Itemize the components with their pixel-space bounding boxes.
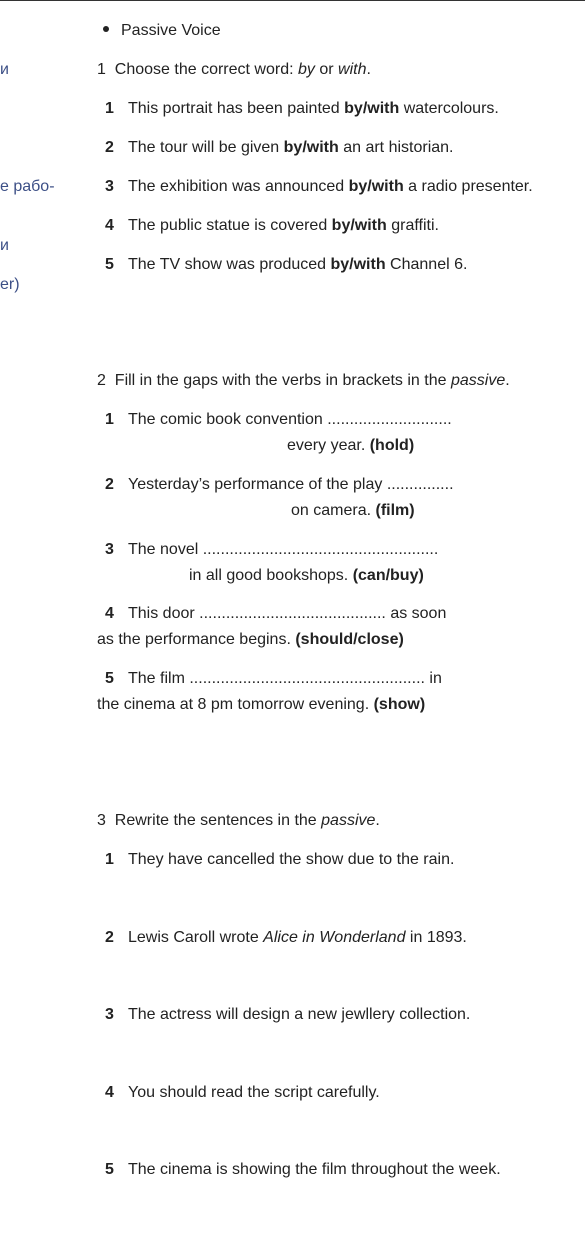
answer-gap[interactable]: .....................................................	[189, 670, 425, 687]
top-rule	[0, 0, 585, 1]
item-number: 4	[105, 605, 114, 622]
instruction-word: with	[338, 61, 367, 78]
exercise-number: 1	[97, 61, 106, 78]
item-text: You should read the script carefully.	[128, 1084, 380, 1101]
item-number: 1	[105, 411, 114, 428]
item-text: an art historian.	[343, 139, 454, 156]
item-number: 3	[105, 1006, 114, 1023]
exercise-1-item	[105, 178, 533, 196]
exercise-1-heading	[97, 61, 371, 79]
margin-note: и	[0, 237, 9, 254]
item-number: 1	[105, 851, 114, 868]
bullet-icon	[103, 26, 109, 32]
exercise-2-heading	[97, 372, 510, 390]
item-number: 3	[105, 541, 114, 558]
item-choice: by/with	[330, 256, 386, 273]
instruction-text: .	[375, 812, 380, 829]
exercise-2-item	[105, 605, 446, 623]
answer-gap[interactable]: ..........................................	[199, 605, 386, 622]
instruction-text: Rewrite the sentences in the	[114, 812, 317, 829]
exercise-1-item	[105, 256, 467, 274]
item-text: The film	[128, 670, 185, 687]
margin-note: е рабо-	[0, 178, 55, 195]
answer-gap[interactable]: ............................	[327, 411, 452, 428]
item-text: The TV show was produced	[128, 256, 327, 273]
item-number: 2	[105, 929, 114, 946]
item-text: the cinema at 8 pm tomorrow evening.	[97, 696, 370, 713]
exercise-3-item	[105, 1161, 501, 1179]
exercise-number: 2	[97, 372, 106, 389]
instruction-text: or	[319, 61, 334, 78]
item-text: as soon	[390, 605, 447, 622]
verb-hint: (should/close)	[295, 631, 404, 648]
item-number: 5	[105, 1161, 114, 1178]
instruction-word: by	[298, 61, 315, 78]
item-number: 2	[105, 139, 114, 156]
item-text: Channel 6.	[390, 256, 468, 273]
item-number: 4	[105, 217, 114, 234]
book-title: Alice in Wonderland	[263, 929, 406, 946]
item-choice: by/with	[348, 178, 404, 195]
item-choice: by/with	[331, 217, 387, 234]
exercise-2-item-continuation	[97, 631, 404, 649]
instruction-text: .	[505, 372, 510, 389]
exercise-3-item	[105, 929, 467, 947]
instruction-word: passive	[321, 812, 376, 829]
item-text: This portrait has been painted	[128, 100, 340, 117]
exercise-1-item	[105, 217, 439, 235]
item-text: The actress will design a new jewllery collection.	[128, 1006, 471, 1023]
instruction-word: passive	[450, 372, 506, 389]
topic-title: Passive Voice	[121, 22, 221, 39]
verb-hint: (hold)	[369, 437, 415, 454]
item-text: They have cancelled the show due to the rain.	[128, 851, 455, 868]
exercise-1-item	[105, 139, 453, 157]
exercise-2-item-continuation	[97, 696, 425, 714]
exercise-2-item	[105, 411, 452, 429]
item-text: watercolours.	[403, 100, 499, 117]
item-text: every year.	[287, 437, 366, 454]
topic-bullet	[103, 22, 221, 40]
exercise-2-item-continuation	[291, 502, 415, 520]
item-text: The novel	[128, 541, 199, 558]
verb-hint: (can/buy)	[352, 567, 424, 584]
exercise-2-item	[105, 541, 438, 559]
margin-note: er)	[0, 276, 20, 293]
exercise-3-heading	[97, 812, 380, 830]
item-text: graffiti.	[391, 217, 439, 234]
item-text: This door	[128, 605, 195, 622]
item-text: The cinema is showing the film throughout the week.	[128, 1161, 501, 1178]
instruction-text: Choose the correct word:	[114, 61, 294, 78]
item-text: in	[429, 670, 442, 687]
exercise-3-item	[105, 851, 454, 869]
item-text: Lewis Caroll wrote	[128, 929, 259, 946]
item-number: 3	[105, 178, 114, 195]
exercise-number: 3	[97, 812, 106, 829]
item-text: Yesterday’s performance of the play	[128, 476, 383, 493]
instruction-text: Fill in the gaps with the verbs in brackets in the	[114, 372, 447, 389]
verb-hint: (show)	[373, 696, 426, 713]
item-number: 1	[105, 100, 114, 117]
exercise-2-item-continuation	[287, 437, 414, 455]
item-text: on camera.	[291, 502, 372, 519]
item-text: in all good bookshops.	[189, 567, 349, 584]
item-text: a radio presenter.	[408, 178, 533, 195]
instruction-text: .	[366, 61, 371, 78]
exercise-2-item-continuation	[189, 567, 424, 585]
item-text: in 1893.	[409, 929, 467, 946]
exercise-3-item	[105, 1084, 380, 1102]
item-number: 2	[105, 476, 114, 493]
item-text: as the performance begins.	[97, 631, 291, 648]
item-text: The tour will be given	[128, 139, 280, 156]
answer-gap[interactable]: ...............	[386, 476, 454, 493]
exercise-2-item	[105, 476, 454, 494]
answer-gap[interactable]: .....................................................	[202, 541, 439, 558]
item-number: 5	[105, 256, 114, 273]
exercise-3-item	[105, 1006, 470, 1024]
exercise-1-item	[105, 100, 499, 118]
item-number: 4	[105, 1084, 114, 1101]
item-text: The comic book convention	[128, 411, 323, 428]
item-choice: by/with	[344, 100, 400, 117]
item-text: The public statue is covered	[128, 217, 328, 234]
verb-hint: (film)	[375, 502, 415, 519]
margin-note: и	[0, 61, 9, 78]
exercise-2-item	[105, 670, 442, 688]
item-number: 5	[105, 670, 114, 687]
item-choice: by/with	[283, 139, 339, 156]
item-text: The exhibition was announced	[128, 178, 345, 195]
